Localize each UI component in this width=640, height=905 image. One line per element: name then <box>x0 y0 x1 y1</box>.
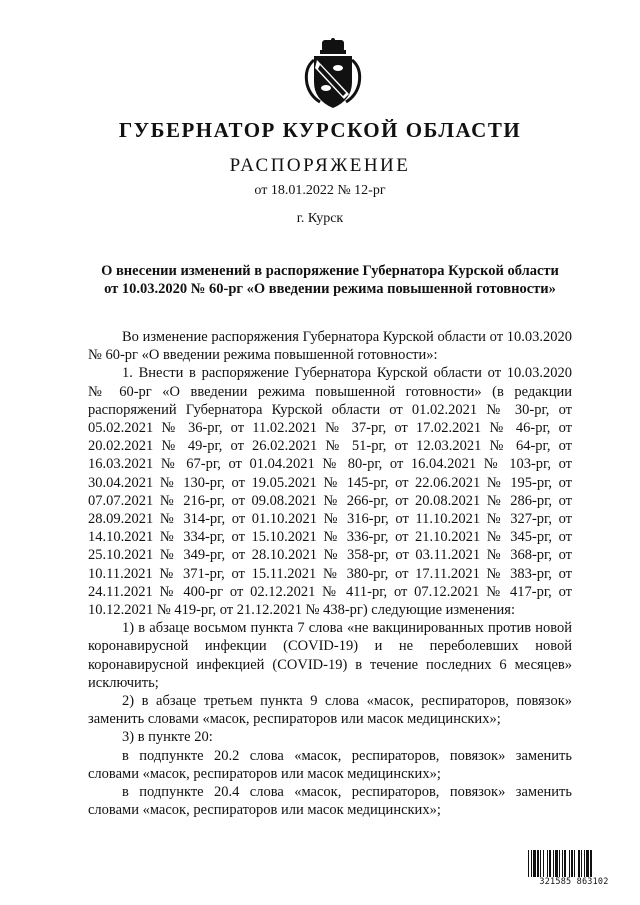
document-body <box>88 328 572 819</box>
crown-icon <box>320 38 346 54</box>
document-type: РАСПОРЯЖЕНИЕ <box>229 155 411 176</box>
document-place: г. Курск <box>296 211 344 226</box>
barcode-bars <box>527 850 621 877</box>
barcode-number: 321585 863102 <box>539 877 609 887</box>
subject-line-1: О внесении изменений в распоряжение Губернатора Курской области <box>101 263 559 279</box>
barcode <box>527 850 621 888</box>
document-subject <box>70 262 590 298</box>
subject-line-2: от 10.03.2020 № 60-рг «О введении режима повышенной готовности» <box>104 281 556 297</box>
body-paragraph-change-1: 1) в абзаце восьмом пункта 7 слова «не вакцинированных против новой коронавирусной инфекции (COVID-19) и не переболевших новой коронавирусной инфекцией (COVID-19) в течение последних 6 месяцев» исключить; <box>88 620 572 691</box>
body-paragraph-change-3: 3) в пункте 20: <box>122 729 213 746</box>
body-paragraph-intro: Во изменение распоряжения Губернатора Курской области от 10.03.2020 № 60-рг «О введении режима повышенной готовности»: <box>88 329 572 364</box>
coat-of-arms-emblem <box>298 38 368 110</box>
body-paragraph-subitem-20-4: в подпункте 20.4 слова «масок, респираторов, повязок» заменить словами «масок, респираторов или масок медицинских»; <box>88 784 572 819</box>
body-paragraph-subitem-20-2: в подпункте 20.2 слова «масок, респираторов, повязок» заменить словами «масок, респираторов или масок медицинских»; <box>88 747 572 782</box>
org-title: ГУБЕРНАТОР КУРСКОЙ ОБЛАСТИ <box>118 118 522 142</box>
body-paragraph-item-1: 1. Внести в распоряжение Губернатора Курской области от 10.03.2020 № 60-рг «О введении режима повышенной готовности» (в редакции распоряжений Губернатора Курской области от 01.02.2021 № 30-рг, от 05.02.2021 № 36-рг, от 11.02.2021 № 37-рг, от 17.02.2021 № 46-рг, от 20.02.2021 № 49-рг, от 26.02.2021 № 51-рг, от 12.03.2021 № 64-рг, от 16.03.2021 № 67-рг, от 01.04.2021 № 80-рг, от 16.04.2021 № 103-рг, от 30.04.2021 № 130-рг, от 19.05.2021 № 145-рг, от 22.06.2021 № 195-рг, от 07.07.2021 № 216-рг, от 09.08.2021 № 266-рг, от 20.08.2021 № 286-рг, от 28.09.2021 № 314-рг, от 01.10.2021 № 316-рг, от 11.10.2021 № 327-рг, от 14.10.2021 № 334-рг, от 15.10.2021 № 336-рг, от 21.10.2021 № 345-рг, от 25.10.2021 № 349-рг, от 28.10.2021 № 358-рг, от 03.11.2021 № 368-рг, от 10.11.2021 № 371-рг, от 15.11.2021 № 380-рг, от 17.11.2021 № 383-рг, от 24.11.2021 № 400-рг от 02.12.2021 № 411-рг, от 07.12.2021 № 417-рг, от 10.12.2021 № 419-рг, от 21.12.2021 № 438-рг) следующие изменения: <box>88 365 572 619</box>
document-date-number: от 18.01.2022 № 12-рг <box>254 183 386 198</box>
body-paragraph-change-2: 2) в абзаце третьем пункта 9 слова «масок, респираторов, повязок» заменить словами «масок, респираторов или масок медицинских»; <box>88 693 572 728</box>
